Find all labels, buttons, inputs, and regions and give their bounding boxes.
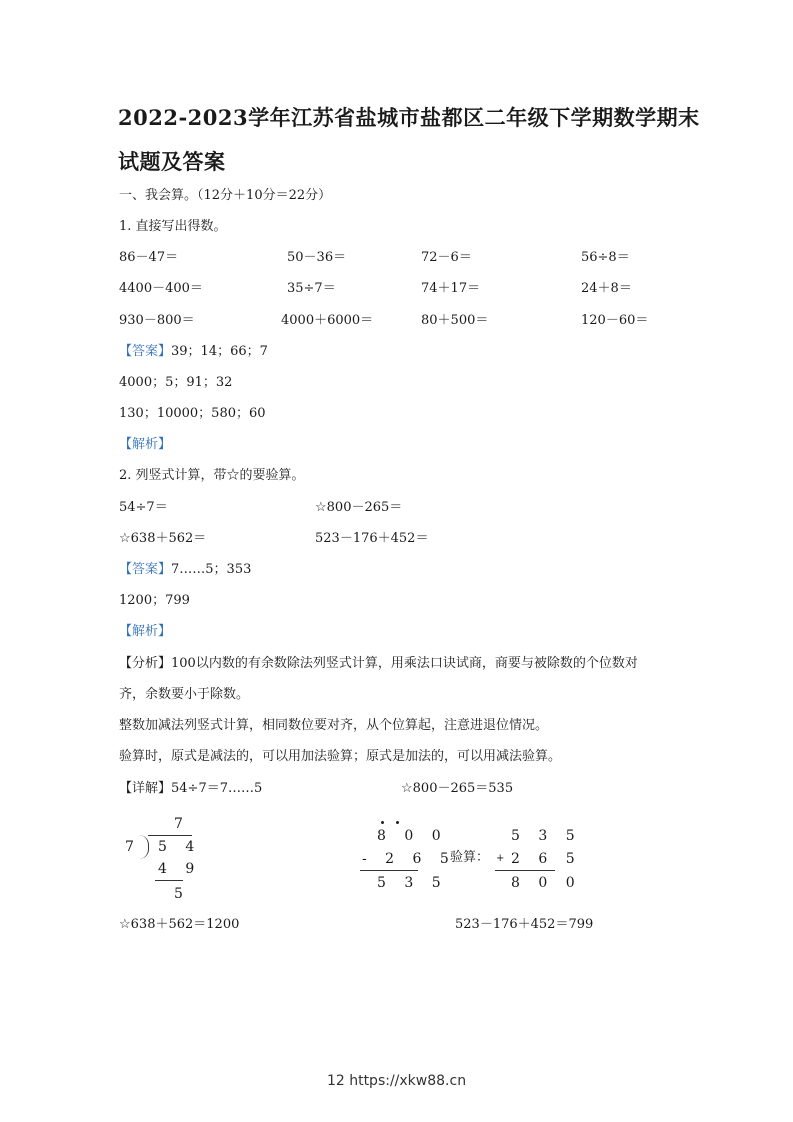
q2-answer-line-1 bbox=[119, 561, 251, 579]
div-top-bar bbox=[148, 835, 192, 836]
check-label: 验算： bbox=[450, 850, 490, 865]
sub-result: 5 3 5 bbox=[377, 875, 448, 891]
q1-item: 4000＋6000＝ bbox=[281, 313, 374, 328]
section-heading: 一、我会算。（12分＋10分＝22分） bbox=[119, 188, 332, 203]
doc-title-line2: 试题及答案 bbox=[118, 149, 226, 174]
check-top: 5 3 5 bbox=[511, 828, 582, 844]
q1-item: 56÷8＝ bbox=[581, 250, 630, 265]
q1-item: 72－6＝ bbox=[421, 250, 472, 265]
sub-minus: - 2 6 5 bbox=[362, 851, 456, 867]
q1-item: 4400－400＝ bbox=[119, 281, 203, 296]
borrow-dot bbox=[396, 821, 399, 824]
q2-item: 54÷7＝ bbox=[119, 500, 168, 515]
q2-item: ☆800－265＝ bbox=[315, 500, 403, 515]
div-bracket bbox=[138, 835, 149, 859]
analysis-paragraph-1-cont: 齐，余数要小于除数。 bbox=[119, 687, 250, 702]
analysis-paragraph-3: 验算时，原式是减法的，可以用加法验算；原式是加法的，可以用减法验算。 bbox=[119, 749, 562, 764]
q1-item: 930－800＝ bbox=[119, 313, 195, 328]
borrow-dot bbox=[381, 821, 384, 824]
q2-answer-text: 7……5；353 bbox=[171, 562, 252, 577]
page-footer: 12 https://xkw88.cn bbox=[326, 1073, 467, 1089]
q1-item: 120－60＝ bbox=[581, 313, 649, 328]
div-remainder: 5 bbox=[174, 886, 190, 902]
xiangjie-left: 54÷7＝7……5 bbox=[171, 781, 263, 796]
bottom-left-equation: ☆638＋562＝1200 bbox=[119, 917, 240, 932]
answer-tag: 【答案】 bbox=[119, 562, 172, 577]
answer-tag: 【答案】 bbox=[119, 344, 172, 359]
sub-rule bbox=[360, 870, 418, 871]
xiangjie-tag: 【详解】 bbox=[119, 781, 172, 796]
fenxi-tag: 【分析】 bbox=[119, 656, 172, 671]
div-product: 4 9 bbox=[158, 861, 202, 877]
q1-answer-text: 39；14；66；7 bbox=[171, 344, 268, 359]
xiangjie-right: ☆800－265＝535 bbox=[401, 781, 514, 796]
analysis-paragraph-2: 整数加减法列竖式计算，相同数位要对齐，从个位算起，注意进退位情况。 bbox=[119, 718, 549, 733]
doc-title-line1: 2022-2023学年江苏省盐城市盐都区二年级下学期数学期末 bbox=[118, 105, 700, 130]
question-2-title: 2. 列竖式计算，带☆的要验算。 bbox=[119, 468, 305, 483]
check-rule bbox=[495, 870, 555, 871]
q1-item: 74＋17＝ bbox=[421, 281, 481, 296]
q2-item: 523－176＋452＝ bbox=[315, 531, 429, 546]
detail-line bbox=[119, 780, 262, 798]
q2-item: ☆638＋562＝ bbox=[119, 531, 207, 546]
div-rule bbox=[155, 880, 183, 881]
q2-answer-line-2: 1200；799 bbox=[119, 593, 190, 608]
sub-top: 8 0 0 bbox=[377, 828, 448, 844]
q1-item: 35÷7＝ bbox=[287, 281, 336, 296]
q1-analysis-tag: 【解析】 bbox=[119, 437, 172, 452]
q1-answer-line-1 bbox=[119, 343, 268, 361]
fenxi-text: 100以内数的有余数除法列竖式计算，用乘法口诀试商，商要与被除数的个位数对 bbox=[171, 656, 638, 671]
question-1-title: 1. 直接写出得数。 bbox=[119, 219, 227, 234]
q2-analysis-tag: 【解析】 bbox=[119, 624, 172, 639]
div-divisor: 7 bbox=[125, 839, 141, 855]
q1-item: 24＋8＝ bbox=[581, 281, 632, 296]
check-plus-sign: + bbox=[496, 853, 505, 864]
q1-answer-line-3: 130；10000；580；60 bbox=[119, 406, 266, 421]
q1-item: 86－47＝ bbox=[119, 250, 179, 265]
check-addend: 2 6 5 bbox=[511, 851, 582, 867]
q1-item: 80＋500＝ bbox=[421, 313, 489, 328]
div-quotient: 7 bbox=[174, 816, 190, 832]
div-dividend: 5 4 bbox=[158, 839, 202, 855]
bottom-right-equation: 523－176＋452＝799 bbox=[455, 917, 594, 932]
q1-answer-line-2: 4000；5；91；32 bbox=[119, 375, 233, 390]
check-result: 8 0 0 bbox=[511, 875, 582, 891]
q1-item: 50－36＝ bbox=[287, 250, 347, 265]
analysis-paragraph-1 bbox=[119, 655, 638, 673]
